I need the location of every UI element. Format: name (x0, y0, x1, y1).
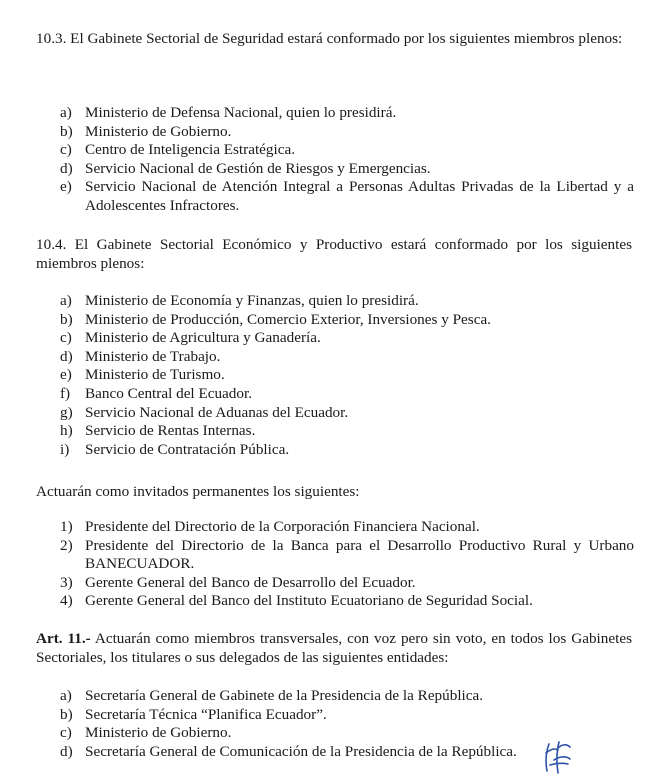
list-marker: 3) (60, 573, 73, 591)
list-item (60, 123, 634, 142)
list-marker: c) (60, 724, 72, 742)
list-marker: i) (60, 440, 70, 458)
list-marker: c) (60, 329, 72, 347)
list-item (60, 178, 634, 215)
list-marker: 1) (60, 518, 73, 535)
list-item-text: Secretaría General de Comunicación de la Presidencia de la República. (85, 742, 517, 760)
invitados-intro: Actuarán como invitados permanentes los siguientes: (36, 483, 360, 500)
article-11-label: Art. 11.- (36, 630, 91, 647)
list-marker: a) (60, 104, 72, 121)
article-11-text: Actuarán como miembros transversales, con voz pero sin voto, en todos los Gabinetes Sectoriales, los titulares o sus delegados de las siguientes entidades: (36, 630, 632, 666)
list-item-text: Banco Central del Ecuador. (85, 384, 253, 402)
list-item (60, 329, 634, 348)
section-10-4-intro: 10.4. El Gabinete Sectorial Económico y Productivo estará conformado por los siguientes miembros plenos: (36, 236, 632, 272)
list-item-text: Servicio Nacional de Gestión de Riesgos y Emergencias. (85, 159, 431, 177)
list-item-text: Servicio de Rentas Internas. (85, 422, 256, 440)
list-item (60, 141, 634, 160)
list-item-text: Ministerio de Trabajo. (85, 347, 221, 365)
list-item (60, 422, 634, 441)
list-item-text: Servicio Nacional de Atención Integral a Personas Adultas Privadas de la Libertad y a Adolescentes Infractores. (85, 178, 634, 214)
list-item-text: Ministerio de Economía y Finanzas, quien lo presidirá. (85, 292, 419, 309)
list-item (60, 404, 634, 423)
list-marker: d) (60, 347, 73, 365)
list-marker: a) (60, 292, 72, 309)
section-10-3-intro: 10.3. El Gabinete Sectorial de Seguridad estará conformado por los siguientes miembros plenos: (36, 30, 623, 47)
list-item-text: Presidente del Directorio de la Corporación Financiera Nacional. (85, 518, 480, 535)
section-10-4-list (60, 292, 634, 459)
list-item (60, 311, 634, 330)
list-item (60, 160, 634, 179)
signature-stroke (546, 742, 570, 773)
list-marker: d) (60, 159, 73, 177)
list-item (60, 292, 634, 311)
list-item (60, 537, 634, 574)
invitados-list (60, 518, 634, 611)
list-item (60, 366, 634, 385)
list-item (60, 574, 634, 593)
list-item-text: Ministerio de Producción, Comercio Exterior, Inversiones y Pesca. (85, 310, 491, 328)
list-item-text: Secretaría Técnica “Planifica Ecuador”. (85, 705, 327, 723)
list-marker: c) (60, 141, 72, 159)
list-item (60, 385, 634, 404)
list-item-text: Centro de Inteligencia Estratégica. (85, 141, 295, 159)
list-item-text: Ministerio de Agricultura y Ganadería. (85, 329, 321, 347)
list-item-text: Ministerio de Defensa Nacional, quien lo presidirá. (85, 104, 397, 121)
list-item (60, 687, 634, 706)
list-item-text: Gerente General del Banco del Instituto Ecuatoriano de Seguridad Social. (85, 592, 533, 610)
list-item-text: Gerente General del Banco de Desarrollo del Ecuador. (85, 573, 416, 591)
list-item (60, 592, 634, 611)
list-item-text: Servicio Nacional de Aduanas del Ecuador. (85, 403, 349, 421)
list-item (60, 441, 634, 460)
list-marker: a) (60, 687, 72, 704)
list-item-text: Secretaría General de Gabinete de la Presidencia de la República. (85, 687, 484, 704)
list-item-text: Servicio de Contratación Pública. (85, 440, 290, 458)
list-item (60, 104, 634, 123)
list-marker: g) (60, 403, 73, 421)
list-item-text: Ministerio de Turismo. (85, 366, 225, 384)
list-item (60, 706, 634, 725)
list-marker: b) (60, 122, 73, 140)
list-marker: f) (60, 384, 71, 402)
list-marker: e) (60, 178, 72, 196)
list-item (60, 518, 634, 537)
list-marker: 4) (60, 592, 73, 610)
list-marker: e) (60, 366, 72, 384)
handwritten-initials-signature (540, 738, 574, 776)
list-item-text: Ministerio de Gobierno. (85, 724, 232, 742)
list-item (60, 348, 634, 367)
list-marker: 2) (60, 536, 73, 554)
list-marker: h) (60, 422, 73, 440)
list-item-text: Ministerio de Gobierno. (85, 122, 232, 140)
article-11-paragraph (36, 630, 632, 667)
list-marker: b) (60, 310, 73, 328)
list-item-text: Presidente del Directorio de la Banca para el Desarrollo Productivo Rural y Urbano BANECUADOR. (85, 536, 634, 573)
list-marker: d) (60, 742, 73, 760)
list-marker: b) (60, 705, 73, 723)
section-10-3-list (60, 104, 634, 216)
